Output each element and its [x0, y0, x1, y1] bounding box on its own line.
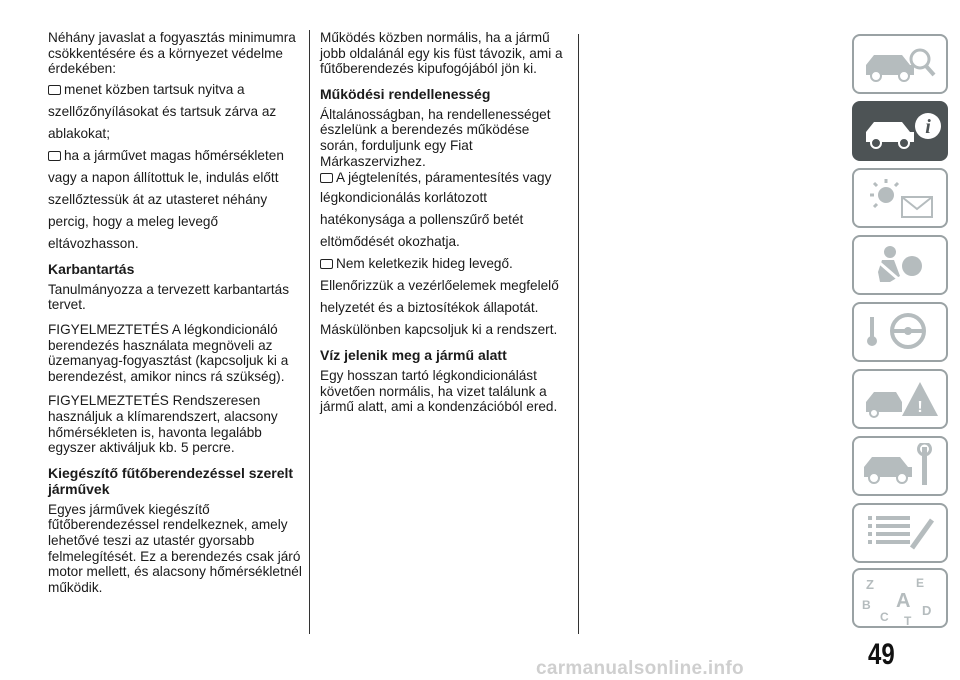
breakdown-triangle-icon — [860, 376, 942, 422]
svg-text:Z: Z — [866, 577, 874, 592]
airbag-seat-icon — [860, 242, 942, 288]
bullet-item: ha a járművet magas hőmérsékleten vagy a napon állítottuk le, indulás előtt szellőztessük át az utasteret néhány percig, hogy a meleg levegő eltávozhasson. — [48, 147, 284, 251]
maintenance-text: Tanulmányozza a tervezett karbantartás tervet. — [48, 281, 290, 313]
tab-emergency[interactable] — [852, 369, 948, 429]
tab-lights-messages[interactable] — [852, 168, 948, 228]
heading-water: Víz jelenik meg a jármű alatt — [320, 347, 507, 364]
list-icon — [860, 510, 942, 556]
key-steering-wheel-icon — [860, 309, 942, 355]
bullet-icon — [320, 259, 333, 269]
tab-safety[interactable] — [852, 235, 948, 295]
svg-text:C: C — [880, 610, 889, 624]
bullet-icon — [48, 85, 61, 95]
car-search-icon — [860, 41, 942, 87]
bullet-item: A jégtelenítés, páramentesítés vagy légkondicionálás korlátozott hatékonysága a pollenszűrő betét eltömődését okozhatja. — [320, 170, 552, 250]
tab-index[interactable] — [852, 568, 948, 628]
bullet-item: Nem keletkezik hideg levegő. Ellenőrizzük a vezérlőelemek megfelelő helyzetét és a biztosítékok állapotát. Máskülönben kapcsoljuk ki a rendszert. — [320, 256, 559, 338]
svg-text:!: ! — [917, 399, 923, 416]
smoke-text: Működés közben normális, ha a jármű jobb oldalánál egy kis füst távozik, ami a fűtőberendezés kipufogójából jön ki. — [320, 30, 563, 77]
car-info-icon — [860, 108, 942, 154]
footer-watermark: carmanualsonline.info — [536, 658, 744, 679]
alphabet-index-icon — [860, 575, 942, 625]
light-envelope-icon — [860, 175, 942, 221]
water-text: Egy hosszan tartó légkondicionálást követően normális, ha vizet találunk a jármű alatt, ami a kondenzációból ered. — [320, 368, 558, 415]
warning-text-2: FIGYELMEZTETÉS Rendszeresen használjuk a klímarendszert, alacsony hőmérsékleten is, havonta legalább egyszer aktiváljuk kb. 5 percre. — [48, 393, 278, 456]
column-divider — [578, 34, 579, 634]
svg-text:T: T — [904, 614, 912, 625]
page-number: 49 — [868, 638, 895, 671]
svg-text:A: A — [896, 590, 911, 612]
left-column — [48, 30, 302, 601]
right-column — [320, 30, 568, 421]
column-divider — [309, 30, 310, 634]
heater-text: Egyes járművek kiegészítő fűtőberendezéssel rendelkeznek, amely lehetővé teszi az utastér gyorsabb felmelegítését. Ez a berendezés csak járó motor mellett, és alacsony hőmérsékletnél működik. — [48, 501, 302, 595]
heading-kiegeszito: Kiegészítő fűtőberendezéssel szerelt járművek — [48, 464, 294, 497]
svg-text:i: i — [925, 116, 931, 138]
svg-text:E: E — [916, 576, 925, 590]
tab-car-search[interactable] — [852, 34, 948, 94]
bullet-icon — [48, 151, 61, 161]
warning-text-1: FIGYELMEZTETÉS A légkondicionáló berendezés használata megnöveli az üzemanyag-fogyasztást (kapcsoljuk ki a berendezést, amikor nincs rá szükség). — [48, 321, 289, 384]
tab-car-info[interactable] — [852, 101, 948, 161]
malfunction-text: Általánosságban, ha rendellenességet észlelünk a berendezés működése során, forduljunk egy Fiat Márkaszervizhez. — [320, 106, 551, 169]
svg-text:D: D — [922, 603, 932, 618]
car-wrench-icon — [860, 443, 942, 489]
bullet-icon — [320, 173, 333, 183]
bullet-item: menet közben tartsuk nyitva a szellőzőnyílásokat és tartsuk zárva az ablakokat; — [48, 81, 277, 141]
heading-karbantartas: Karbantartás — [48, 260, 135, 277]
svg-text:B: B — [862, 598, 871, 612]
tab-starting-driving[interactable] — [852, 302, 948, 362]
intro-text: Néhány javaslat a fogyasztás minimumra csökkentésére és a környezet védelme érdekében: — [48, 30, 296, 77]
heading-malfunction: Működési rendellenesség — [320, 85, 491, 102]
tab-technical-data[interactable] — [852, 503, 948, 563]
tab-maintenance[interactable] — [852, 436, 948, 496]
